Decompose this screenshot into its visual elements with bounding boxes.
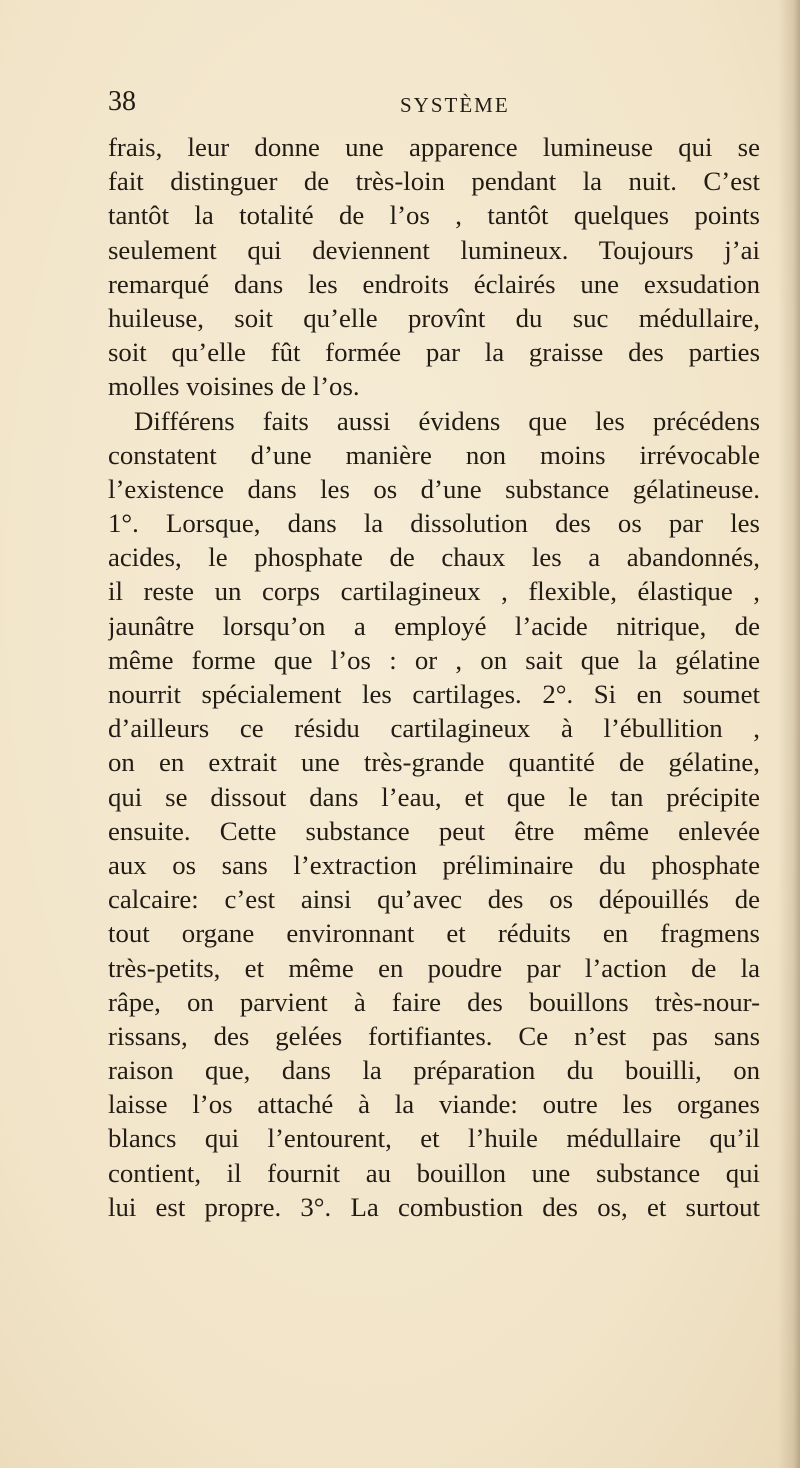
text-line: remarqué dans les endroits éclairés une exsudation bbox=[108, 268, 760, 299]
text-line: aux os sans l’extraction préliminaire du phosphate bbox=[108, 849, 760, 880]
body-text bbox=[108, 130, 760, 1224]
text-line: d’ailleurs ce résidu cartilagineux à l’ébullition , bbox=[108, 713, 760, 744]
text-line: l’existence dans les os d’une substance gélatineuse. bbox=[108, 473, 760, 504]
text-line: seulement qui deviennent lumineux. Toujours j’ai bbox=[108, 234, 760, 265]
text-line: fait distinguer de très-loin pendant la nuit. C’est bbox=[108, 166, 760, 197]
text-line: nourrit spécialement les cartilages. 2°. Si en soumet bbox=[108, 679, 760, 709]
text-line: qui se dissout dans l’eau, et que le tan précipite bbox=[108, 781, 760, 812]
paragraph-1 bbox=[108, 130, 760, 404]
text-line: raison que, dans la préparation du bouilli, on bbox=[108, 1055, 760, 1086]
text-line: laisse l’os attaché à la viande: outre les organes bbox=[108, 1089, 760, 1120]
text-line: 1°. Lorsque, dans la dissolution des os par les bbox=[108, 508, 760, 539]
text-line: il reste un corps cartilagineux , flexible, élastique , bbox=[108, 576, 760, 607]
text-line: ensuite. Cette substance peut être même enlevée bbox=[108, 815, 760, 846]
text-line: molles voisines de l’os. bbox=[108, 371, 360, 402]
text-line: même forme que l’os : or , on sait que la gélatine bbox=[108, 644, 760, 675]
paragraph-2 bbox=[108, 404, 760, 1225]
page-number: 38 bbox=[108, 86, 136, 117]
text-line: lui est propre. 3°. La combustion des os, et surtout bbox=[108, 1191, 760, 1222]
text-line: tout organe environnant et réduits en fragmens bbox=[108, 918, 760, 949]
text-line: acides, le phosphate de chaux les a abandonnés, bbox=[108, 542, 760, 573]
text-line: blancs qui l’entourent, et l’huile médullaire qu’il bbox=[108, 1123, 760, 1154]
text-line: râpe, on parvient à faire des bouillons très-nour- bbox=[108, 986, 760, 1017]
text-line: frais, leur donne une apparence lumineuse qui se bbox=[108, 132, 760, 162]
running-title: SYSTÈME bbox=[400, 93, 510, 117]
text-line: contient, il fournit au bouillon une substance qui bbox=[108, 1157, 760, 1188]
page-header bbox=[108, 84, 708, 124]
text-line: huileuse, soit qu’elle provînt du suc médullaire, bbox=[108, 302, 760, 333]
text-line: constatent d’une manière non moins irrévocable bbox=[108, 439, 760, 470]
text-line: soit qu’elle fût formée par la graisse des parties bbox=[108, 337, 760, 368]
text-line: rissans, des gelées fortifiantes. Ce n’est pas sans bbox=[108, 1020, 760, 1051]
text-line: très-petits, et même en poudre par l’action de la bbox=[108, 952, 760, 983]
text-line: on en extrait une très-grande quantité de gélatine, bbox=[108, 747, 760, 778]
text-line: jaunâtre lorsqu’on a employé l’acide nitrique, de bbox=[108, 610, 760, 641]
text-line: Différens faits aussi évidens que les précédens bbox=[134, 405, 760, 436]
text-line: calcaire: c’est ainsi qu’avec des os dépouillés de bbox=[108, 884, 760, 915]
text-line: tantôt la totalité de l’os , tantôt quelques points bbox=[108, 200, 760, 231]
page-edge-shadow bbox=[778, 0, 800, 1468]
